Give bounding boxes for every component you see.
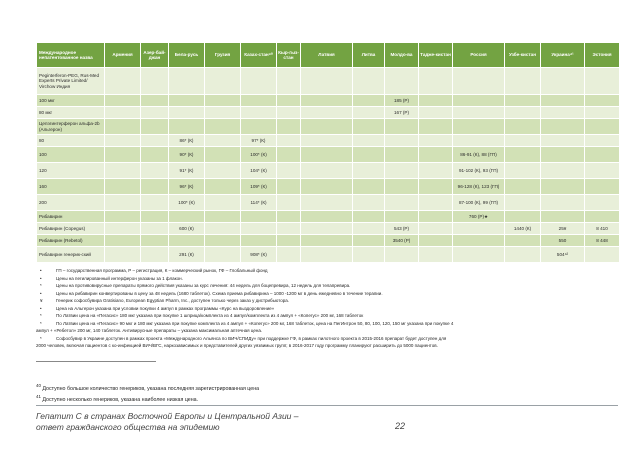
footer-rule	[36, 405, 618, 406]
price-cell	[301, 179, 353, 195]
table-row	[37, 195, 620, 211]
note-text: По Латвии цена на «Пегасис» 90 мкг и 180 мкг указана при покупке комплекта из 4 ампул + «Копегус» 200 мг, 168 таблеток, цена на ПегИнтрон 50, 80, 100, 120, 150 мг указана при покупке 4	[56, 320, 454, 326]
price-cell	[169, 68, 205, 95]
price-cell	[141, 195, 169, 211]
price-cell: 291 (К)	[169, 247, 205, 263]
row-label-cell: 80	[37, 135, 105, 147]
price-cell	[169, 107, 205, 119]
price-cell	[505, 235, 541, 247]
price-cell	[419, 179, 453, 195]
price-cell: 8 410	[585, 223, 620, 235]
price-cell	[353, 135, 385, 147]
price-cell	[277, 163, 301, 179]
column-header: Тадже-кистан	[419, 43, 453, 68]
price-cell	[541, 195, 585, 211]
price-cell	[419, 195, 453, 211]
price-cell	[169, 95, 205, 107]
footnote-40: $^{40}$ Доступно большое количество генериков, указана последняя зарегистрированная цена	[36, 383, 260, 392]
price-cell	[353, 211, 385, 223]
price-cell	[585, 107, 620, 119]
price-cell: 91-102 (К), 93 (ГП)	[453, 163, 505, 179]
note-line	[36, 342, 621, 350]
price-cell	[241, 211, 277, 223]
price-cell	[301, 68, 353, 95]
price-cell	[105, 235, 141, 247]
price-cell	[105, 68, 141, 95]
table-row	[37, 247, 620, 263]
price-cell	[241, 119, 277, 135]
price-cell	[353, 247, 385, 263]
price-cell	[301, 119, 353, 135]
price-cell	[453, 68, 505, 95]
price-cell: 167 (Р)	[385, 107, 419, 119]
price-cell	[505, 163, 541, 179]
price-cell	[141, 107, 169, 119]
price-cell: 185 (Р)	[385, 95, 419, 107]
row-label-cell: 200	[37, 195, 105, 211]
column-header: Молдо-ва	[385, 43, 419, 68]
price-cell	[453, 95, 505, 107]
price-cell	[541, 95, 585, 107]
price-cell	[505, 95, 541, 107]
price-cell	[105, 163, 141, 179]
note-text: Цена на Альгерон указана при условии покупки 4 ампул в рамках программы «Курс на выздоровление»	[56, 305, 275, 311]
price-cell	[301, 211, 353, 223]
price-cell	[505, 195, 541, 211]
price-cell	[169, 235, 205, 247]
separator-line	[36, 361, 156, 362]
price-cell	[505, 107, 541, 119]
price-cell	[541, 211, 585, 223]
price-cell: 96-128 (К), 123 (ГП)	[453, 179, 505, 195]
note-bullet: *	[40, 283, 42, 288]
table-row	[37, 119, 620, 135]
price-cell	[541, 107, 585, 119]
price-cell	[277, 147, 301, 163]
price-cell	[453, 119, 505, 135]
price-cell	[353, 107, 385, 119]
price-cell	[301, 195, 353, 211]
price-cell	[141, 119, 169, 135]
column-header: Казах-стан⁴⁰	[241, 43, 277, 68]
price-cell: 1440 (К)	[505, 223, 541, 235]
column-header: Россия	[453, 43, 505, 68]
price-cell	[353, 68, 385, 95]
row-label-cell: 100 мкг	[37, 95, 105, 107]
note-text: Цены на противовирусные препараты прямого действия указаны за курс лечения: 44 недель для боцепревира, 12 недель для телапревира.	[56, 283, 351, 288]
note-line	[36, 275, 621, 283]
price-cell	[105, 95, 141, 107]
price-cell: 760 (Р)★	[453, 211, 505, 223]
price-cell	[541, 119, 585, 135]
price-cell	[419, 95, 453, 107]
note-text: ГП – государственная программа, Р – регистрация, К – коммерческий рынок, ГФ – Глобальный фонд	[56, 268, 268, 273]
price-cell: 8 448	[585, 235, 620, 247]
note-line	[36, 327, 621, 335]
note-bullet: *	[40, 313, 42, 318]
price-cell	[385, 195, 419, 211]
note-text: Генерик софосбувира Gratisiano, European Egyptian Pharm, Inc., доступен только через заказ у дистрибьютора.	[56, 298, 290, 303]
price-cell	[301, 247, 353, 263]
price-cell	[241, 107, 277, 119]
price-cell	[353, 179, 385, 195]
price-cell	[205, 107, 241, 119]
price-cell	[585, 247, 620, 263]
price-cell: 87-100 (К), 99 (ГП)	[453, 195, 505, 211]
price-cell	[141, 223, 169, 235]
price-cell	[385, 179, 419, 195]
price-cell	[541, 163, 585, 179]
note-bullet: •	[40, 268, 42, 273]
price-cell: 86-91 (К), 88 (ГП)	[453, 147, 505, 163]
column-header: Армения	[105, 43, 141, 68]
row-label-cell: 100	[37, 147, 105, 163]
note-text: Цены на пегилированный интерферон указаны за 1 флакон.	[56, 275, 183, 281]
price-cell	[301, 223, 353, 235]
note-bullet: ¥	[40, 298, 43, 303]
price-cell	[105, 147, 141, 163]
footnote-41: $^{41}$ Доступно несколько генериков, указана наиболее низкая цена.	[36, 394, 199, 404]
price-cell	[419, 247, 453, 263]
price-cell	[585, 179, 620, 195]
note-line	[36, 312, 621, 320]
price-cell: 90* (К)	[169, 147, 205, 163]
price-cell	[541, 179, 585, 195]
price-cell	[301, 163, 353, 179]
column-header: Международное непатентованное назва	[37, 43, 105, 68]
price-cell	[205, 211, 241, 223]
column-header: Украина⁴¹	[541, 43, 585, 68]
note-line	[36, 290, 621, 298]
row-label-cell: Рибавирин (Rebetol)	[37, 235, 105, 247]
price-cell	[205, 119, 241, 135]
price-cell	[385, 119, 419, 135]
price-cell	[169, 119, 205, 135]
price-cell: 86* (К)	[169, 135, 205, 147]
price-cell	[353, 119, 385, 135]
column-header: Грузия	[205, 43, 241, 68]
row-label-cell: 120	[37, 163, 105, 179]
price-cell	[505, 135, 541, 147]
note-bullet: •	[40, 275, 42, 281]
table-row	[37, 147, 620, 163]
note-text: Софосбувир в Украине доступен в рамках проекта «Международного Альянса по ВИЧ/СПИДу» при поддержке ГФ, в рамках пилотного проекта в 2015-2016 препарат будет доступен для	[56, 335, 447, 341]
price-cell	[277, 107, 301, 119]
row-label-cell: 160	[37, 179, 105, 195]
page-number: 22	[395, 421, 406, 431]
price-cell	[353, 235, 385, 247]
price-cell	[205, 247, 241, 263]
price-cell	[505, 68, 541, 95]
price-cell	[301, 147, 353, 163]
note-bullet: •	[40, 305, 42, 311]
footnotes	[36, 382, 259, 405]
price-cell	[277, 247, 301, 263]
price-cell	[105, 179, 141, 195]
price-cell	[419, 163, 453, 179]
price-cell	[241, 68, 277, 95]
column-header: Кыр-гыз-стан	[277, 43, 301, 68]
note-text: По Латвии цена на «Пегасис» 180 мкг указана при покупке 1 шприца/комплекта из 4 ампул/комплекта из 4 ампул + «Копегус» 200 мг, 168 таблеток	[56, 313, 364, 318]
note-line	[36, 305, 621, 313]
price-cell	[585, 135, 620, 147]
price-cell: 600 (К)	[169, 223, 205, 235]
column-header: Эстония	[585, 43, 620, 68]
note-line	[36, 282, 621, 290]
note-line	[36, 320, 621, 328]
price-cell	[169, 211, 205, 223]
price-cell	[277, 95, 301, 107]
table-row	[37, 211, 620, 223]
price-cell: 97* (К)	[241, 135, 277, 147]
price-cell	[205, 68, 241, 95]
price-cell	[419, 223, 453, 235]
row-label-cell: Рибавирин	[37, 211, 105, 223]
price-cell	[453, 247, 505, 263]
price-cell	[105, 195, 141, 211]
price-cell	[205, 223, 241, 235]
price-cell	[105, 211, 141, 223]
table-row	[37, 223, 620, 235]
price-cell	[277, 235, 301, 247]
price-cell	[141, 211, 169, 223]
price-cell	[419, 147, 453, 163]
price-cell	[385, 247, 419, 263]
table-row	[37, 179, 620, 195]
price-cell	[141, 68, 169, 95]
table-row	[37, 135, 620, 147]
price-cell	[105, 223, 141, 235]
note-bullet: •	[40, 290, 42, 296]
price-cell	[141, 95, 169, 107]
price-cell	[453, 107, 505, 119]
price-cell	[301, 107, 353, 119]
price-table	[36, 42, 620, 263]
price-cell	[505, 147, 541, 163]
price-cell	[277, 195, 301, 211]
price-cell: 114* (К)	[241, 195, 277, 211]
price-cell	[505, 211, 541, 223]
price-cell	[505, 119, 541, 135]
price-cell	[105, 107, 141, 119]
price-cell: 25¥	[541, 223, 585, 235]
price-cell	[141, 179, 169, 195]
note-bullet: *	[40, 320, 42, 326]
row-label-cell: Рибавирин (Copegus)	[37, 223, 105, 235]
price-cell	[141, 163, 169, 179]
footer-line-2: ответ гражданского общества на эпидемию	[36, 421, 220, 432]
price-cell	[385, 163, 419, 179]
price-cell: 109* (К)	[241, 179, 277, 195]
note-text: Цены на рибавирин конвертированы в цену за 48 недель (1680 таблеток). Схема приема рибавирина – 1000 -1200 мг в день ежедневно в течение терапии.	[56, 290, 383, 296]
price-cell	[301, 135, 353, 147]
price-cell	[141, 147, 169, 163]
price-cell	[277, 223, 301, 235]
price-cell	[453, 235, 505, 247]
price-cell: 100* (К)	[169, 195, 205, 211]
price-cell	[419, 135, 453, 147]
price-cell	[353, 163, 385, 179]
price-cell	[505, 247, 541, 263]
table-row	[37, 95, 620, 107]
table-header-row	[37, 43, 620, 68]
price-cell	[541, 147, 585, 163]
price-cell	[277, 211, 301, 223]
price-cell	[419, 68, 453, 95]
table-row	[37, 235, 620, 247]
price-cell	[585, 68, 620, 95]
price-cell	[505, 179, 541, 195]
price-cell	[205, 195, 241, 211]
price-cell	[585, 211, 620, 223]
price-cell: 100* (К)	[241, 147, 277, 163]
page-footer	[36, 411, 436, 432]
price-cell	[585, 147, 620, 163]
price-cell: 3540 (Р)	[385, 235, 419, 247]
price-cell: 96* (К)	[169, 179, 205, 195]
price-cell	[585, 195, 620, 211]
price-cell	[277, 119, 301, 135]
price-cell	[241, 235, 277, 247]
price-cell	[205, 163, 241, 179]
price-cell: 550	[541, 235, 585, 247]
price-cell	[541, 68, 585, 95]
price-cell	[353, 195, 385, 211]
note-line	[36, 297, 621, 305]
price-cell: 543 (Р)	[385, 223, 419, 235]
price-cell	[385, 68, 419, 95]
price-cell	[585, 119, 620, 135]
notes-block	[36, 267, 621, 350]
note-line	[36, 267, 621, 275]
footer-line-1: Гепатит С в странах Восточной Европы и Центральной Азии –	[36, 411, 299, 421]
price-cell	[277, 68, 301, 95]
price-cell	[453, 135, 505, 147]
row-label-cell: Цепэгинтерферон альфа-2b (Альгерон)	[37, 119, 105, 135]
price-cell	[385, 135, 419, 147]
price-cell	[585, 95, 620, 107]
price-cell	[419, 119, 453, 135]
row-label-cell: Рибавирин генерик-ский	[37, 247, 105, 263]
note-text: 2000 человек, включая пациентов с ко-инфекцией ВИЧ/ВГС, наркозависимых и представителей других уязвимых групп; в 2016-2017 году программу планируют расширить до 5000 пациентов.	[36, 343, 438, 348]
price-cell	[277, 179, 301, 195]
price-cell: 908* (К)	[241, 247, 277, 263]
price-cell	[353, 223, 385, 235]
price-cell	[141, 235, 169, 247]
price-cell	[453, 223, 505, 235]
price-cell	[385, 211, 419, 223]
price-cell	[205, 147, 241, 163]
column-header: Бела-русь	[169, 43, 205, 68]
price-cell	[205, 95, 241, 107]
table-row	[37, 107, 620, 119]
table-row	[37, 68, 620, 95]
note-line	[36, 335, 621, 343]
price-cell	[141, 135, 169, 147]
price-cell: 91* (К)	[169, 163, 205, 179]
price-cell: 104* (К)	[241, 163, 277, 179]
price-cell	[277, 135, 301, 147]
price-cell	[541, 135, 585, 147]
column-header: Узбе-кистан	[505, 43, 541, 68]
price-cell: 504⁴²	[541, 247, 585, 263]
price-cell	[205, 179, 241, 195]
price-cell	[385, 147, 419, 163]
price-cell	[105, 119, 141, 135]
price-cell	[105, 135, 141, 147]
table-row	[37, 163, 620, 179]
price-cell	[419, 211, 453, 223]
row-label-cell: 80 мкг	[37, 107, 105, 119]
price-cell	[141, 247, 169, 263]
price-cell	[585, 163, 620, 179]
column-header: Литва	[353, 43, 385, 68]
price-cell	[301, 95, 353, 107]
column-header: Латвия	[301, 43, 353, 68]
note-text: ампул + «Ребетол» 200 мг, 140 таблеток. Антивирусные препараты – указана максимальная аптечная цена.	[36, 328, 263, 333]
note-bullet: *	[40, 335, 42, 341]
price-cell	[419, 107, 453, 119]
price-cell	[205, 235, 241, 247]
row-label-cell: Peginterferon-PEG, Rus-Med Experts Private Limited/ Virchow Индия	[37, 68, 105, 95]
price-cell	[353, 95, 385, 107]
price-cell	[241, 223, 277, 235]
price-cell	[105, 247, 141, 263]
price-cell	[353, 147, 385, 163]
price-cell	[205, 135, 241, 147]
price-cell	[419, 235, 453, 247]
column-header: Азер-бай-джан	[141, 43, 169, 68]
price-cell	[241, 95, 277, 107]
price-cell	[301, 235, 353, 247]
